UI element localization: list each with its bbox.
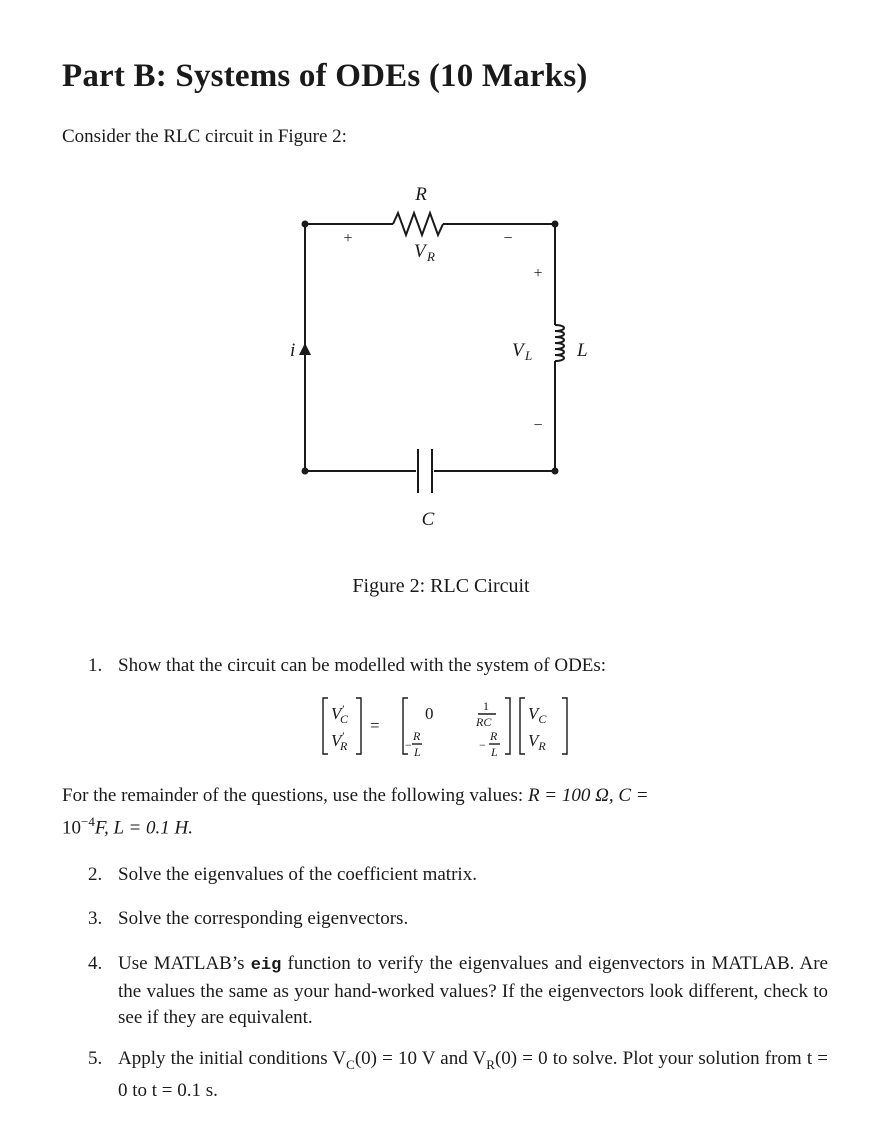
remainder-line1: For the remainder of the questions, use the following values:	[62, 785, 524, 806]
intro-text: Consider the RLC circuit in Figure 2:	[62, 126, 347, 147]
label-R: R	[415, 184, 427, 205]
remainder-values: R = 100 Ω, C =	[527, 785, 649, 806]
label-minus-right: −	[503, 230, 513, 247]
svg-text:−: −	[405, 738, 412, 752]
svg-text:R: R	[413, 729, 421, 743]
question-number: 4.	[88, 953, 103, 974]
svg-text:R: R	[490, 729, 498, 743]
label-plus-left: +	[343, 230, 353, 247]
section-heading: Part B: Systems of ODEs (10 Marks)	[62, 58, 588, 94]
question-text: Solve the eigenvalues of the coefficient matrix.	[118, 864, 477, 885]
label-plus-inductor: +	[533, 265, 543, 282]
svg-text:L: L	[414, 745, 421, 759]
question-text	[118, 1046, 828, 1104]
question-text: Solve the corresponding eigenvectors.	[118, 908, 409, 929]
label-VL: V	[512, 340, 524, 361]
q4-post: function to verify the eigenvalues and eigenvectors in MATLAB. Are the values the same as your hand-worked values? If the eigenvectors look different, check to see if they are equivalent.	[118, 953, 828, 1028]
label-VR: V	[414, 241, 426, 262]
svg-text:=: =	[370, 716, 380, 735]
remainder-exponent: −4	[81, 814, 95, 829]
remainder-line2: F, L = 0.1 H.	[94, 817, 194, 839]
q5-sub-r: R	[486, 1056, 495, 1072]
question-text: Show that the circuit can be modelled with the system of ODEs:	[118, 655, 607, 676]
q5-part-a: Apply the initial conditions V	[118, 1048, 347, 1069]
figure-caption: Figure 2: RLC Circuit	[352, 575, 530, 597]
svg-text:V′C: V′ C	[331, 702, 349, 726]
svg-text:0: 0	[425, 704, 434, 723]
current-arrow-icon	[299, 343, 311, 355]
label-L: L	[577, 340, 588, 361]
ode-matrix-equation	[318, 694, 588, 760]
question-number: 1.	[88, 655, 103, 676]
inductor-symbol	[555, 325, 564, 361]
svg-text:VC: $V_C$	[528, 704, 547, 726]
question-number: 2.	[88, 864, 103, 885]
question-number: 3.	[88, 908, 103, 929]
remainder-text	[62, 783, 822, 841]
rlc-circuit-diagram	[280, 175, 610, 545]
label-VL-sub: L	[525, 348, 533, 363]
svg-text:VR: $V_R$	[528, 731, 546, 753]
label-i: i	[290, 340, 296, 361]
svg-text:−: −	[479, 738, 486, 752]
svg-text:L: L	[491, 745, 498, 759]
q5-sub-c: C	[346, 1056, 355, 1072]
q5-part-b: (0) = 10 V and V	[354, 1048, 487, 1069]
question-number: 5.	[88, 1048, 103, 1069]
svg-text:1: 1	[483, 699, 489, 713]
resistor-symbol	[393, 213, 443, 235]
label-VR-sub: R	[427, 249, 435, 264]
q4-code: eig	[250, 956, 282, 975]
remainder-ten: 10	[62, 817, 81, 839]
question-text	[118, 951, 828, 1031]
svg-text:V′R: V′ R	[331, 729, 348, 753]
q4-pre: Use MATLAB’s	[118, 953, 251, 974]
q5-part-d: (0) = 0 to solve. Plot your solution from t = 0 to t = 0.1 s.	[118, 1048, 828, 1101]
label-C: C	[421, 509, 435, 530]
svg-text:RC: RC	[476, 715, 492, 729]
label-minus-inductor: −	[533, 417, 543, 434]
